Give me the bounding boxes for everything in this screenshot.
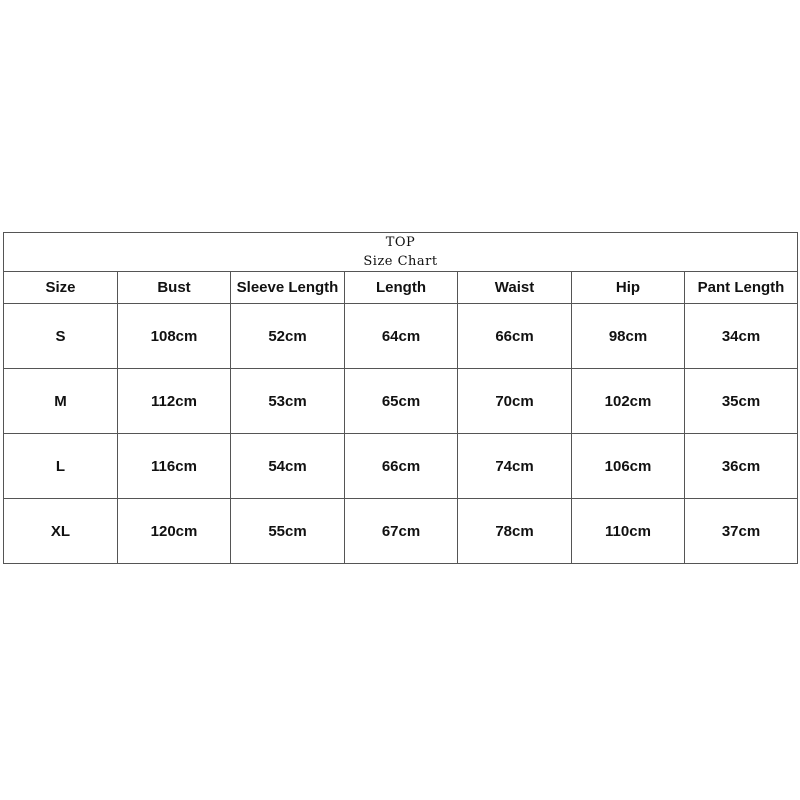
cell-sleeve-length: 53cm	[231, 369, 345, 434]
header-bust: Bust	[118, 272, 231, 304]
cell-size: M	[4, 369, 118, 434]
cell-sleeve-length: 55cm	[231, 499, 345, 564]
cell-waist: 66cm	[458, 304, 572, 369]
header-pant-length: Pant Length	[685, 272, 798, 304]
cell-pant-length: 36cm	[685, 434, 798, 499]
header-size: Size	[4, 272, 118, 304]
cell-bust: 112cm	[118, 369, 231, 434]
cell-waist: 70cm	[458, 369, 572, 434]
cell-waist: 74cm	[458, 434, 572, 499]
title-row	[4, 233, 798, 272]
cell-hip: 102cm	[572, 369, 685, 434]
cell-size: L	[4, 434, 118, 499]
cell-length: 67cm	[345, 499, 458, 564]
table-title: TOP	[385, 235, 416, 250]
cell-sleeve-length: 54cm	[231, 434, 345, 499]
cell-bust: 120cm	[118, 499, 231, 564]
cell-pant-length: 37cm	[685, 499, 798, 564]
header-length: Length	[345, 272, 458, 304]
cell-size: XL	[4, 499, 118, 564]
cell-sleeve-length: 52cm	[231, 304, 345, 369]
table-title-cell	[4, 233, 798, 272]
cell-bust: 108cm	[118, 304, 231, 369]
cell-waist: 78cm	[458, 499, 572, 564]
header-waist: Waist	[458, 272, 572, 304]
cell-pant-length: 34cm	[685, 304, 798, 369]
cell-bust: 116cm	[118, 434, 231, 499]
size-chart-table	[3, 232, 798, 564]
cell-length: 64cm	[345, 304, 458, 369]
table-row	[4, 369, 798, 434]
cell-length: 65cm	[345, 369, 458, 434]
header-sleeve-length: Sleeve Length	[231, 272, 345, 304]
cell-hip: 98cm	[572, 304, 685, 369]
table-row	[4, 304, 798, 369]
cell-hip: 106cm	[572, 434, 685, 499]
cell-pant-length: 35cm	[685, 369, 798, 434]
table-row	[4, 499, 798, 564]
table-subtitle: Size Chart	[363, 254, 438, 269]
cell-hip: 110cm	[572, 499, 685, 564]
table-row	[4, 434, 798, 499]
cell-size: S	[4, 304, 118, 369]
cell-length: 66cm	[345, 434, 458, 499]
header-hip: Hip	[572, 272, 685, 304]
header-row	[4, 272, 798, 304]
